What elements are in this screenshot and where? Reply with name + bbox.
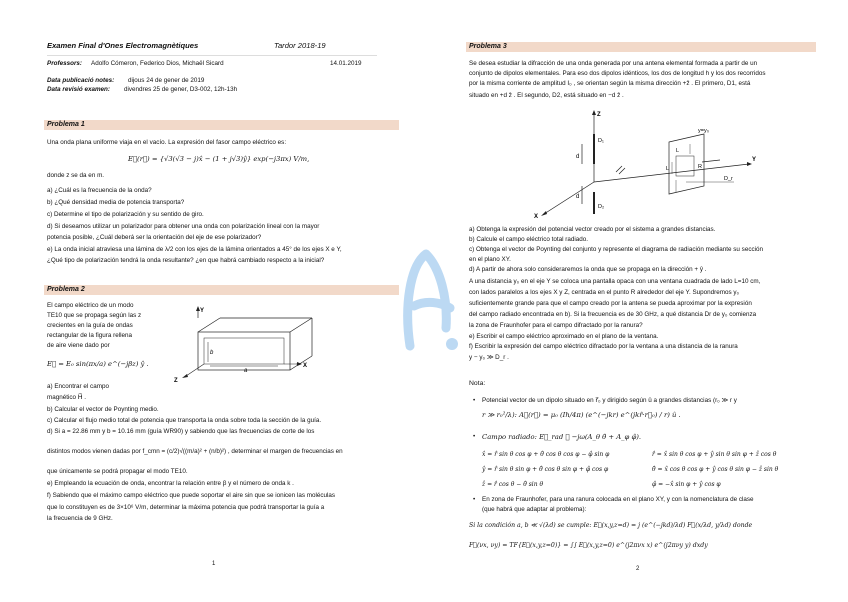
p3-item-d-cont2: con lados paralelos a los ejes X y Z, centrada en el punto R alrededor del eje Y. Supondremos y₀ xyxy=(469,289,740,296)
p2-item-b: b) Calcular el vector de Poynting medio. xyxy=(47,406,159,413)
p1-item-d: d) Si deseamos utilizar un polarizador para obtener una onda con polarización lineal con la mayor xyxy=(47,223,320,230)
page-number-2: 2 xyxy=(636,566,640,572)
note-fraunhofer-cont: (que habrá que adaptar al problema): xyxy=(482,506,587,513)
note-radiated-field: Campo radiado: E⃗_rad ≅ −jω(A_θ θ̂ + A_φ φ̂). xyxy=(482,433,642,441)
fig2-y-label: Y xyxy=(200,308,205,314)
p1-intro: Una onda plana uniforme viaja en el vacío. La expresión del fasor campo eléctrico es: xyxy=(47,139,287,146)
note-condition: Si la condición a, b ≪ √(λd) se cumple: E⃗(x,y,z=d) = j (e^(−jkd)/λd) F⃗(x/λd, y/λd) donde xyxy=(469,522,753,529)
fig3-d2-label: d xyxy=(576,194,580,200)
coord-phi: φ̂ = −x̂ sin φ + ŷ cos φ xyxy=(652,481,721,488)
p2-intro-2: TE10 que se propaga según las z xyxy=(47,312,142,319)
fig2-x-label: X xyxy=(303,363,308,369)
fig3-L1-label: L xyxy=(676,148,680,154)
note-dipole-potential-eq: r ≫ r₀²/λ): A⃗(r⃗) = μ₀ (Ih/4π) (e^(−jkr) e^(jkr̂·r⃗₀) / r) û . xyxy=(482,411,681,419)
p2-item-d-cont2: que únicamente se podrá propagar el modo TE10. xyxy=(47,468,188,475)
fig3-y-label: Y xyxy=(752,157,757,163)
fig3-y0-label: y=y₀ xyxy=(698,128,709,134)
p3-item-d-cont4: del campo radiado encontrada en b). Si la frecuencia es de 30 GHz, a qué distancia Dr de y₀ comienza xyxy=(469,311,757,318)
p1-equation: E⃗(r⃗) = {√3(√3 − j)x̂ − (1 + j√3)ŷ} exp(−j3πx) V/m, xyxy=(128,155,310,163)
p2-intro-3: crecientes en la guía de ondas xyxy=(47,322,133,329)
p3-item-c-cont: en el plano XY. xyxy=(469,256,511,263)
p2-item-c: c) Calcular el flujo medio total de potencia que transporta la onda sobre toda la sección de la guía. xyxy=(47,417,322,424)
review-date-label: Data revisió examen: xyxy=(47,86,110,93)
coord-z: ẑ = r̂ cos θ − θ̂ sin θ xyxy=(482,481,544,488)
p2-item-f: f) Sabiendo que el máximo campo eléctrico que puede soportar el aire sin que se ionicen las moléculas xyxy=(47,492,336,499)
coord-theta: θ̂ = x̂ cos θ cos φ + ŷ cos θ sin φ − ẑ sin θ xyxy=(652,466,779,473)
waveguide-figure xyxy=(160,304,330,388)
professors-label: Professors: xyxy=(47,60,82,67)
p1-where: donde z se da en m. xyxy=(47,172,105,179)
fig3-dipole1-label: D₁ xyxy=(598,138,604,144)
p1-item-a: a) ¿Cuál es la frecuencia de la onda? xyxy=(47,187,152,194)
p2-intro-4: rectangular de la figura rellena xyxy=(47,332,133,339)
p3-item-c: c) Obtenga el vector de Poynting del conjunto y represente el diagrama de radiación mediante su sección xyxy=(469,246,764,253)
p3-item-d-cont1: A una distancia y₀ en el eje Y se coloca una pantalla opaca con una ventana cuadrada de lado L=10 cm, xyxy=(469,278,761,285)
fig3-R-label: R xyxy=(698,164,702,170)
p1-item-d-cont: potencia posible, ¿Cuál deberá ser la orientación del eje de ese polarizador? xyxy=(47,234,262,241)
bullet-icon: • xyxy=(473,433,476,440)
p3-intro-3: por la misma corriente de amplitud I₀ , se orientan según la misma dirección +ẑ . El primero, D1, está xyxy=(469,80,751,87)
p3-intro-2: conjunto de dipolos elementales. Para eso dos dipolos idénticos, los dos de longitud h y los dos recorridos xyxy=(469,70,766,77)
header-rule xyxy=(47,55,377,56)
problem-2-heading: Problema 2 xyxy=(44,285,399,295)
note-fraunhofer: En zona de Fraunhofer, para una ranura colocada en el plano XY, y con la nomenclatura de clase xyxy=(482,496,754,503)
fig3-Dr-label: D_r xyxy=(724,176,733,182)
p3-intro-1: Se desea estudiar la difracción de una onda generada por una antena elemental formada a partir de un xyxy=(469,60,758,67)
p3-intro-4: situado en +d ẑ . El segundo, D2, está situado en −d ẑ . xyxy=(469,92,624,99)
p2-intro-1: El campo eléctrico de un modo xyxy=(47,302,134,309)
professors: Adolfo Cómeron, Federico Dios, Michaël Sicard xyxy=(91,60,224,67)
p3-item-a: a) Obtenga la expresión del potencial vector creado por el sistema a grandes distancias. xyxy=(469,226,716,233)
p2-item-d: d) Si a = 22.86 mm y b = 10.16 mm (guía WR90) y sabiendo que las frecuencias de corte de los xyxy=(47,428,315,435)
fig2-a-label: a xyxy=(244,368,248,374)
p3-item-e: e) Escribir el campo eléctrico aproximado en el plano de la ventana. xyxy=(469,333,659,340)
bullet-icon: • xyxy=(473,397,476,404)
nota-label: Nota: xyxy=(469,380,486,387)
fig3-dipole2-label: D₂ xyxy=(598,204,605,210)
dipole-diffraction-figure xyxy=(524,104,764,224)
coord-r: r̂ = x̂ sin θ cos φ + ŷ sin θ sin φ + ẑ cos θ xyxy=(652,451,777,458)
p1-item-c: c) Determine el tipo de polarización y su sentido de giro. xyxy=(47,211,204,218)
exam-title: Examen Final d'Ones Electromagnètiques xyxy=(47,41,199,50)
bullet-icon: • xyxy=(473,496,476,503)
p1-item-e-cont: ¿Qué tipo de polarización tendrá la onda resultante? ¿en que habrá cambiado respecto a la inicial? xyxy=(47,257,325,264)
fig3-d1-label: d xyxy=(576,154,580,160)
p3-item-f-cont: y − y₀ ≫ D_r . xyxy=(469,354,509,361)
p1-item-e: e) La onda inicial atraviesa una lámina de λ/2 con los ejes de la lámina orientados a 45° de los ejes X e Y, xyxy=(47,246,342,253)
exam-page-2 xyxy=(424,0,848,602)
fig3-x-label: X xyxy=(534,214,539,220)
fig3-z-label: Z xyxy=(597,112,601,118)
p2-equation: E⃗ = E₀ sin(πx/a) e^(−jβz) ŷ . xyxy=(47,360,149,368)
note-fourier: F⃗(νx, νy) = TF{E⃗(x,y,z=0)} = ∫∫ E⃗(x,y,z=0) e^(j2πνx x) e^(j2πνy y) dxdy xyxy=(469,542,708,549)
p3-item-d-cont5: la zona de Fraunhofer para el campo difractado por la ranura? xyxy=(469,322,643,329)
fig3-L2-label: L xyxy=(666,166,670,172)
coord-y: ŷ = r̂ sin θ sin φ + θ̂ cos θ sin φ + φ̂ cos φ xyxy=(482,466,609,473)
p1-item-b: b) ¿Qué densidad media de potencia transporta? xyxy=(47,199,185,206)
p2-intro-5: de aire viene dado por xyxy=(47,342,110,349)
problem-3-heading: Problema 3 xyxy=(466,42,816,52)
p3-item-b: b) Calcule el campo eléctrico total radiado. xyxy=(469,236,589,243)
review-date: divendres 25 de gener, D3-002, 12h-13h xyxy=(124,86,238,93)
notes-date: dijous 24 de gener de 2019 xyxy=(128,77,205,84)
exam-date: 14.01.2019 xyxy=(330,60,362,67)
problem-1-heading: Problema 1 xyxy=(44,120,399,130)
p2-item-d-cont: distintos modos vienen dadas por f_cmn = (c/2)√((m/a)² + (n/b)²) , determinar el margen de frecuencias en xyxy=(47,448,343,455)
p3-item-f: f) Escribir la expresión del campo eléctrico difractado por la ventana a una distancia de la ranura xyxy=(469,343,738,350)
exam-term: Tardor 2018-19 xyxy=(274,41,326,50)
p3-item-d: d) A partir de ahora solo consideraremos la onda que se propaga en la dirección + ŷ . xyxy=(469,266,707,273)
p3-item-d-cont3: suficientemente grande para que el campo creado por la antena se pueda aproximar por la expresión xyxy=(469,300,752,307)
coord-x: x̂ = r̂ sin θ cos φ + θ̂ cos θ cos φ − φ̂ sin φ xyxy=(482,451,610,458)
note-dipole-potential: Potencial vector de un dipolo situado en r⃗₀ y dirigido según û a grandes distancias (r₀ ≫ r y xyxy=(482,397,737,404)
p2-item-a-cont: magnético H⃗ . xyxy=(47,394,87,401)
fig2-b-label: b xyxy=(210,350,214,356)
fig2-z-label: Z xyxy=(174,378,178,384)
page-number-1: 1 xyxy=(212,561,216,567)
notes-date-label: Data publicació notes: xyxy=(47,77,115,84)
p2-item-f-cont2: la frecuencia de 9 GHz. xyxy=(47,515,113,522)
p2-item-f-cont: que lo constituyen es de 3×10⁶ V/m, determinar la máxima potencia que podrá transportar la guía a xyxy=(47,504,325,511)
p2-item-e: e) Empleando la ecuación de onda, encontrar la relación entre β y el número de onda k . xyxy=(47,480,294,487)
p2-item-a: a) Encontrar el campo xyxy=(47,383,109,390)
